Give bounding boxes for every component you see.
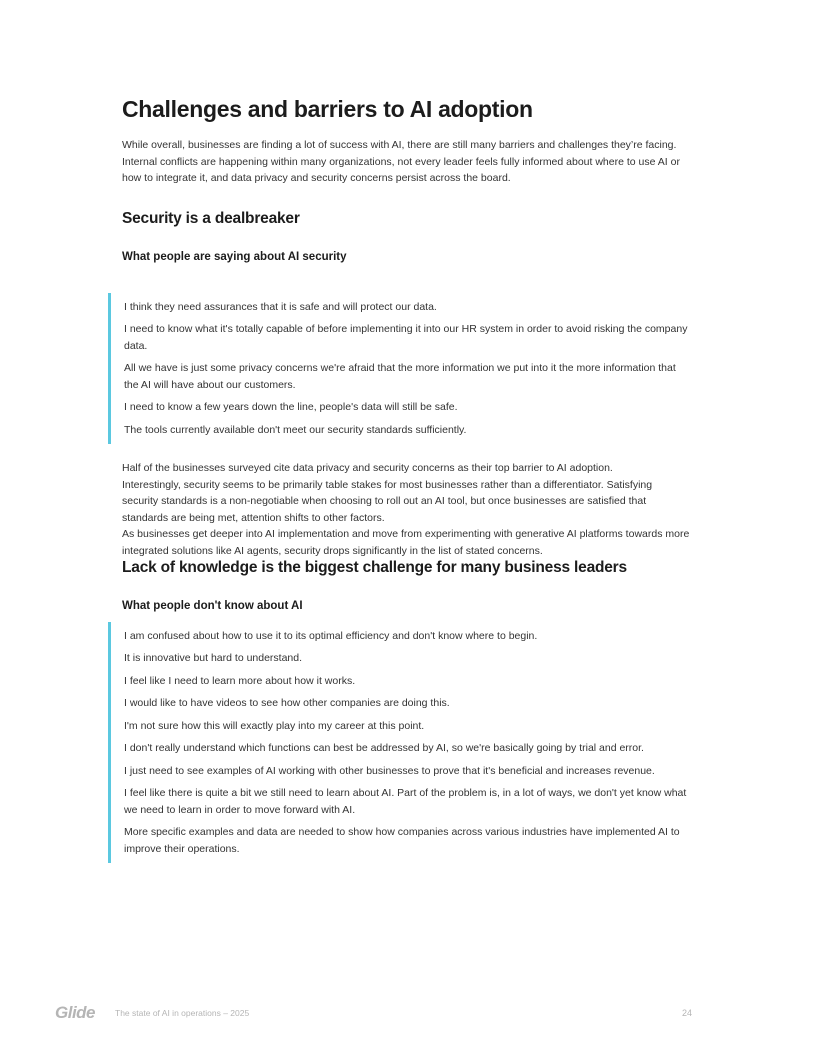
quote-block-security	[108, 293, 690, 445]
quote-item: It is innovative but hard to understand.	[124, 652, 303, 665]
quote-item: I think they need assurances that it is safe and will protect our data.	[124, 300, 437, 313]
quote-item: I would like to have videos to see how other companies are doing this.	[124, 697, 450, 710]
section-subheading-knowledge: What people don't know about AI	[122, 599, 303, 612]
quote-item: All we have is just some privacy concerns we're afraid that the more information we put into it the more information that the AI will have about our customers.	[124, 362, 676, 391]
quote-item: I feel like there is quite a bit we still need to learn about AI. Part of the problem is, in a lot of ways, we don't yet know what we need to learn in order to move forward with AI.	[124, 787, 687, 816]
quote-item: I need to know what it's totally capable of before implementing it into our HR system in order to avoid risking the company data.	[124, 323, 688, 352]
quote-item: More specific examples and data are needed to show how companies across various industries have implemented AI to improve their operations.	[124, 826, 680, 855]
page-footer	[55, 1003, 692, 1023]
page-title: Challenges and barriers to AI adoption	[122, 96, 533, 122]
section-heading-knowledge: Lack of knowledge is the biggest challenge for many business leaders	[122, 559, 627, 577]
quote-item: I feel like I need to learn more about how it works.	[124, 674, 356, 687]
quote-item: I just need to see examples of AI working with other businesses to prove that it's beneficial and increases revenue.	[124, 764, 655, 777]
quote-block-knowledge	[108, 622, 690, 864]
page-number: 24	[681, 1008, 692, 1018]
quote-item: I need to know a few years down the line, people's data will still be safe.	[124, 401, 458, 414]
body-paragraph: As businesses get deeper into AI implementation and move from experimenting with generative AI platforms towards more integrated solutions like AI agents, security drops significantly in the list of stated concerns.	[122, 528, 690, 557]
intro-paragraph: While overall, businesses are finding a lot of success with AI, there are still many barriers and challenges they’re facing. Internal conflicts are happening within many organizations, not every leader feels fully informed about where to use AI or how to integrate it, and data privacy and security concerns persist across the board.	[122, 139, 680, 185]
section-heading-security: Security is a dealbreaker	[122, 209, 300, 227]
quote-item: I don't really understand which functions can best be addressed by AI, so we're basically going by trial and error.	[124, 742, 644, 755]
quote-item: I'm not sure how this will exactly play into my career at this point.	[124, 719, 425, 732]
footer-doc-title: The state of AI in operations – 2025	[115, 1008, 250, 1018]
quote-item: I am confused about how to use it to its optimal efficiency and don't know where to begin.	[124, 629, 538, 642]
brand-logo: Glide	[55, 1003, 96, 1022]
quote-item: The tools currently available don't meet our security standards sufficiently.	[124, 423, 467, 436]
section-subheading-security: What people are saying about AI security	[122, 250, 347, 263]
body-paragraph: Half of the businesses surveyed cite data privacy and security concerns as their top barrier to AI adoption.	[122, 462, 613, 475]
page-content	[122, 0, 690, 863]
body-paragraph: Interestingly, security seems to be primarily table stakes for most businesses rather than a differentiator. Satisfying security standards is a non-negotiable when choosing to roll out an AI tool, but once businesses are satisfied that standards are being met, attention shifts to other factors.	[122, 478, 653, 524]
